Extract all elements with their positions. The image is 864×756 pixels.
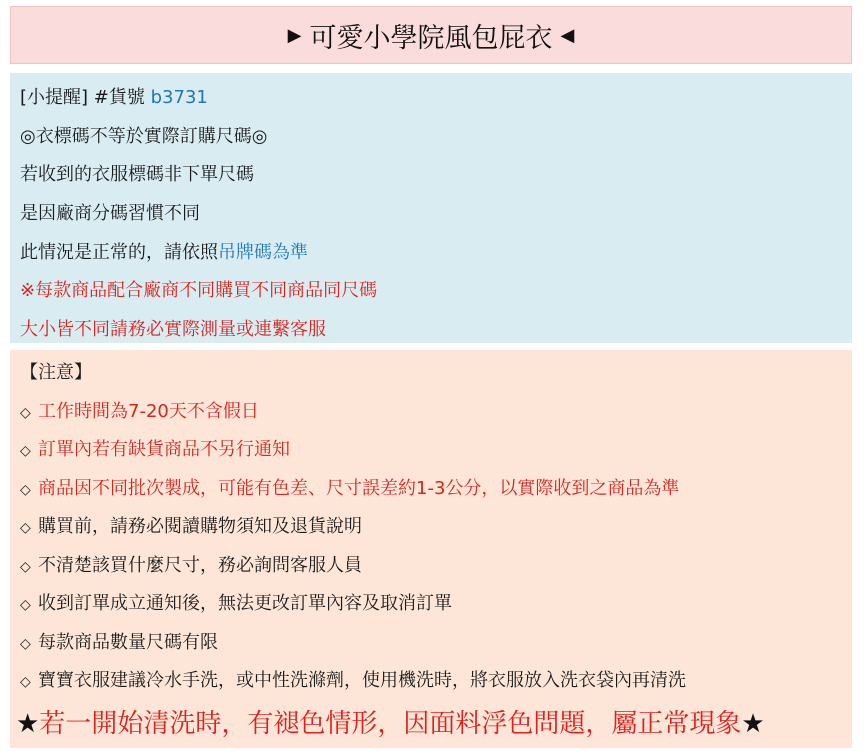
notice-item-text: 不清楚該買什麼尺寸，務必詢問客服人員	[38, 554, 362, 576]
notice-heading: 【注意】	[20, 362, 92, 383]
notice-item	[20, 431, 842, 470]
diamond-bullet-icon: ◇	[20, 481, 31, 498]
notice-item	[20, 547, 842, 586]
reminder-line: 若收到的衣服標碼非下單尺碼	[20, 164, 254, 186]
notice-item	[20, 393, 842, 432]
triangle-right-icon: ▶	[287, 24, 302, 46]
notice-item	[20, 662, 842, 701]
diamond-bullet-icon: ◇	[20, 558, 31, 575]
star-icon: ★	[16, 708, 40, 739]
notice-section	[10, 350, 852, 748]
wash-warning-text: 若一開始清洗時，有褪色情形，因面料浮色問題，屬正常現象	[39, 708, 742, 739]
reminder-normal-line	[20, 234, 842, 273]
notice-item	[20, 585, 842, 624]
notice-item	[20, 470, 842, 509]
diamond-bullet-icon: ◇	[20, 635, 31, 652]
notice-item-text: 寶寶衣服建議冷水手洗，或中性洗滌劑，使用機洗時，將衣服放入洗衣袋內再清洗	[38, 670, 686, 691]
triangle-left-icon: ◀	[560, 24, 575, 46]
reminder-red-line: ※每款商品配合廠商不同購買不同商品同尺碼	[20, 280, 378, 302]
diamond-bullet-icon: ◇	[20, 443, 31, 459]
notice-item-text: 訂單內若有缺貨商品不另行通知	[38, 439, 290, 460]
reminder-section	[10, 73, 852, 343]
reminder-line: ◎衣標碼不等於實際訂購尺碼◎	[20, 125, 268, 147]
diamond-bullet-icon: ◇	[20, 520, 31, 536]
notice-item-text: 商品因不同批次製成，可能有色差、尺寸誤差約1-3公分，以實際收到之商品為準	[38, 477, 680, 499]
page-title: 可愛小學院風包屁衣	[309, 22, 553, 54]
reminder-prefix: [小提醒]	[20, 87, 89, 108]
page-title-banner	[10, 6, 852, 64]
notice-item	[20, 624, 842, 663]
reminder-header	[20, 79, 842, 118]
reminder-line: 是因廠商分碼習慣不同	[20, 203, 200, 225]
notice-item	[20, 508, 842, 547]
diamond-bullet-icon: ◇	[20, 597, 31, 613]
sku-value: b3731	[150, 87, 208, 108]
wash-warning	[16, 701, 842, 747]
notice-item-text: 購買前，請務必閱讀購物須知及退貨說明	[38, 516, 362, 537]
diamond-bullet-icon: ◇	[20, 674, 31, 690]
normal-line-text: 此情況是正常的，請依照	[20, 241, 218, 263]
notice-item-text: 每款商品數量尺碼有限	[38, 631, 218, 653]
star-icon: ★	[741, 708, 765, 739]
reminder-red-line: 大小皆不同請務必實際測量或連繫客服	[20, 319, 326, 341]
sku-label: #貨號	[93, 87, 145, 108]
notice-item-text: 工作時間為7-20天不含假日	[38, 400, 259, 422]
notice-item-text: 收到訂單成立通知後，無法更改訂單內容及取消訂單	[38, 593, 452, 614]
diamond-bullet-icon: ◇	[20, 404, 31, 421]
tag-size-highlight: 吊牌碼為準	[218, 241, 308, 263]
